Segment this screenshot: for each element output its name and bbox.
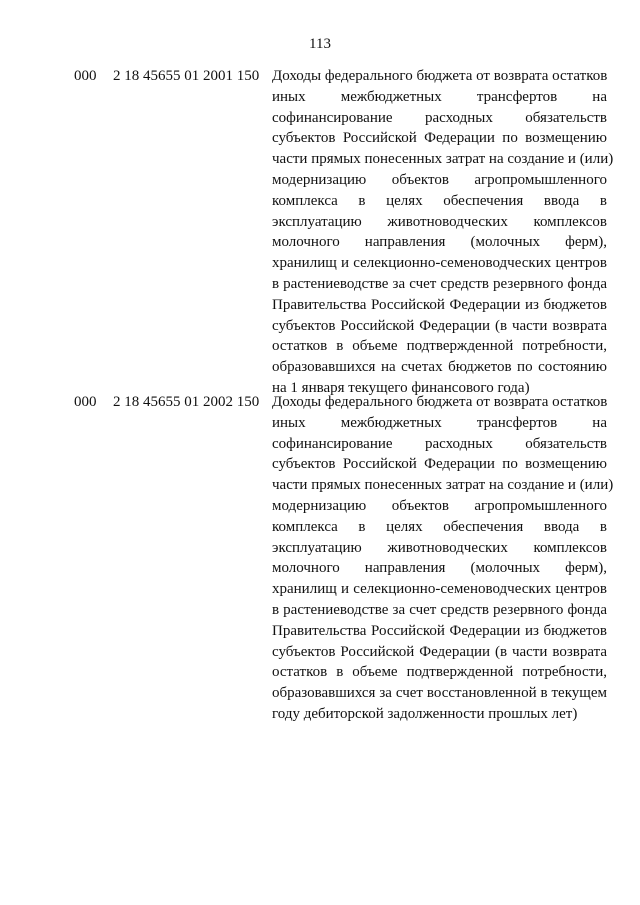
description-line: субъектов Российской Федерации (в части возврата <box>272 317 607 334</box>
description-line: остатков в объеме подтвержденной потребности, <box>272 338 607 355</box>
description-line: образовавшихся на счетах бюджетов по состоянию <box>272 359 607 376</box>
description-line: субъектов Российской Федерации по возмещению <box>272 130 607 147</box>
description-line: эксплуатацию животноводческих комплексов <box>272 213 607 230</box>
entry-description <box>272 392 614 725</box>
description-line: иных межбюджетных трансфертов на <box>272 414 607 431</box>
admin-code: 000 <box>74 68 97 84</box>
description-line: в растениеводстве за счет средств резервного фонда <box>272 275 607 292</box>
description-line: году дебиторской задолженности прошлых лет) <box>272 705 578 722</box>
description-line: образовавшихся за счет восстановленной в текущем <box>272 685 607 702</box>
description-line: в растениеводстве за счет средств резервного фонда <box>272 601 607 618</box>
description-line: молочного направления (молочных ферм), <box>272 560 607 577</box>
description-line: эксплуатацию животноводческих комплексов <box>272 539 607 556</box>
description-line: софинансирование расходных обязательств <box>272 435 607 452</box>
description-line: комплекса в целях обеспечения ввода в <box>272 518 607 535</box>
kbk-code: 2 18 45655 01 2002 150 <box>113 394 260 410</box>
description-line: хранилищ и селекционно-семеноводческих центров <box>272 581 607 598</box>
description-line: Правительства Российской Федерации из бюджетов <box>272 296 607 313</box>
description-line: Правительства Российской Федерации из бюджетов <box>272 622 607 639</box>
description-line: комплекса в целях обеспечения ввода в <box>272 192 607 209</box>
description-line: модернизацию объектов агропромышленного <box>272 171 607 188</box>
description-line: субъектов Российской Федерации (в части возврата <box>272 643 607 660</box>
description-line: части прямых понесенных затрат на создание и (или) <box>272 477 614 494</box>
description-line: молочного направления (молочных ферм), <box>272 234 607 251</box>
entry-description <box>272 66 614 399</box>
page-number: 113 <box>309 36 331 52</box>
description-line: софинансирование расходных обязательств <box>272 109 607 126</box>
admin-code: 000 <box>74 394 97 410</box>
description-line: Доходы федерального бюджета от возврата остатков <box>272 68 608 84</box>
description-line: остатков в объеме подтвержденной потребности, <box>272 664 607 681</box>
description-line: иных межбюджетных трансфертов на <box>272 88 607 105</box>
description-line: Доходы федерального бюджета от возврата остатков <box>272 394 608 410</box>
description-line: модернизацию объектов агропромышленного <box>272 497 607 514</box>
description-line: хранилищ и селекционно-семеноводческих центров <box>272 255 607 272</box>
description-line: субъектов Российской Федерации по возмещению <box>272 456 607 473</box>
kbk-code: 2 18 45655 01 2001 150 <box>113 68 260 84</box>
description-line: части прямых понесенных затрат на создание и (или) <box>272 151 614 168</box>
description-line: на 1 января текущего финансового года) <box>272 379 530 396</box>
